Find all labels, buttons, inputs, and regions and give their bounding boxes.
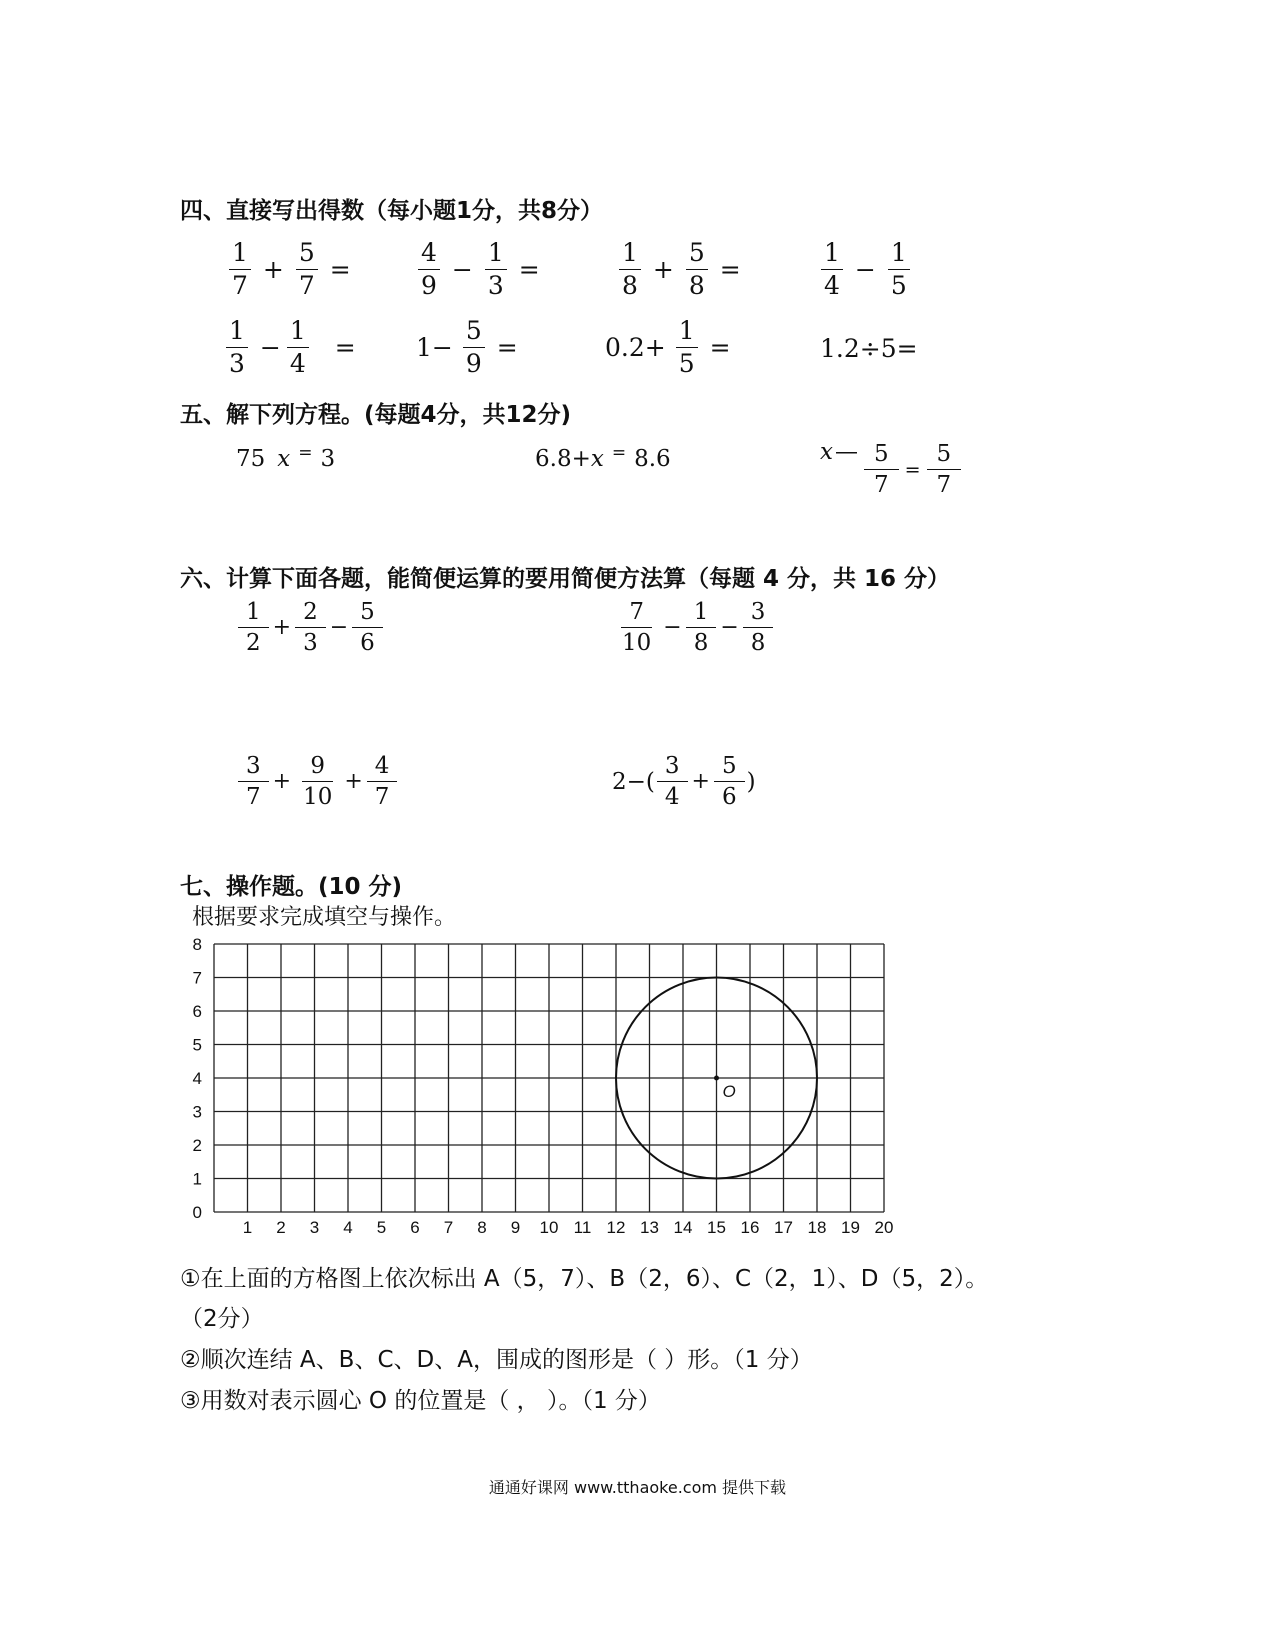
x-tick-label: 5 — [376, 1218, 387, 1237]
fraction — [418, 240, 440, 300]
denominator: 2 — [246, 630, 261, 657]
denominator: 8 — [693, 630, 709, 657]
numerator: 1 — [226, 318, 248, 348]
fraction — [295, 600, 326, 655]
denominator: 8 — [622, 271, 638, 301]
x-tick-label: 15 — [707, 1218, 726, 1237]
numerator: 5 — [296, 240, 318, 270]
x-tick-label: 8 — [477, 1218, 487, 1237]
numerator: 1 — [676, 318, 698, 348]
operator: + — [272, 615, 292, 641]
fraction — [296, 240, 318, 300]
denominator: 4 — [664, 784, 680, 811]
operator: − — [451, 255, 473, 285]
right-hand-side: 3 — [320, 446, 336, 472]
fraction — [743, 600, 774, 655]
equals-sign: = — [709, 333, 731, 363]
numerator: 5 — [864, 442, 899, 470]
x-tick-label: 20 — [874, 1218, 894, 1237]
fraction — [614, 600, 659, 655]
calc-problem-1 — [236, 600, 385, 655]
numerator: 1 — [229, 240, 251, 270]
equals-sign: = — [298, 443, 313, 463]
numerator: 1 — [238, 600, 269, 628]
x-tick-label: 17 — [774, 1218, 793, 1237]
variable: x — [277, 446, 291, 472]
x-tick-label: 16 — [740, 1218, 760, 1237]
numerator: 5 — [927, 442, 962, 470]
denominator: 9 — [421, 271, 437, 301]
denominator: 5 — [890, 271, 907, 301]
y-tick-label: 7 — [192, 968, 202, 988]
operator: − — [259, 333, 281, 363]
denominator: 3 — [303, 630, 318, 657]
oral-problem-3 — [615, 240, 749, 300]
y-tick-label: 0 — [192, 1203, 202, 1222]
fraction — [888, 240, 910, 300]
fraction — [821, 240, 843, 300]
operator: + — [691, 769, 710, 795]
oral-problem-2 — [414, 240, 548, 300]
numerator: 7 — [621, 600, 652, 628]
operator: − — [663, 615, 682, 641]
denominator: 8 — [750, 630, 766, 657]
left-hand-side: 6.8+ — [535, 446, 591, 472]
numerator: 1 — [888, 240, 910, 270]
y-tick-label: 1 — [192, 1169, 202, 1189]
denominator: 5 — [678, 349, 695, 379]
right-hand-side: 8.6 — [634, 446, 671, 472]
operator: — — [834, 438, 858, 465]
x-tick-label: 14 — [673, 1218, 693, 1237]
operator: + — [344, 769, 363, 795]
oral-problem-6 — [416, 318, 526, 378]
task-1: ①在上面的方格图上依次标出 A（5，7）、B（2，6）、C（2，1）、D（5，2）。 — [180, 1266, 989, 1292]
numerator: 3 — [743, 600, 774, 628]
section6-heading: 六、计算下面各题，能简便运算的要用简便方法算（每题 4 分，共 16 分） — [180, 566, 951, 592]
circle-center-label: O — [722, 1082, 736, 1101]
fraction — [287, 318, 309, 378]
x-tick-label: 3 — [309, 1218, 320, 1237]
numerator: 5 — [463, 318, 485, 348]
x-tick-label: 7 — [443, 1218, 454, 1237]
equation-2 — [535, 443, 671, 472]
denominator: 7 — [232, 271, 248, 301]
operator: − — [329, 615, 349, 641]
denominator: 4 — [824, 271, 840, 301]
numerator: 1 — [821, 240, 843, 270]
oral-problem-7 — [605, 318, 739, 378]
x-tick-label: 12 — [606, 1218, 626, 1237]
denominator: 3 — [487, 271, 504, 301]
numerator: 2 — [295, 600, 326, 628]
fraction — [927, 442, 962, 497]
variable: x — [820, 438, 833, 465]
section5-heading: 五、解下列方程。(每题4分，共12分) — [180, 402, 572, 428]
equation-1 — [236, 443, 336, 472]
equation-3 — [820, 438, 965, 499]
y-tick-label: 4 — [192, 1069, 202, 1088]
fraction — [295, 754, 340, 809]
denominator: 10 — [303, 784, 333, 811]
x-tick-label: 4 — [343, 1218, 353, 1237]
y-tick-label: 2 — [192, 1136, 202, 1155]
denominator: 7 — [374, 784, 390, 811]
coordinate-grid — [170, 930, 910, 1250]
fraction — [463, 318, 485, 378]
x-tick-label: 19 — [841, 1218, 860, 1237]
numerator: 4 — [367, 754, 398, 782]
fraction — [676, 318, 698, 378]
fraction — [864, 442, 899, 497]
oral-problem-1 — [225, 240, 359, 300]
equals-sign: = — [496, 333, 518, 363]
denominator: 7 — [246, 784, 261, 811]
operator: − — [854, 255, 876, 285]
x-tick-label: 11 — [573, 1218, 592, 1237]
oral-problem-4 — [817, 240, 914, 300]
task-3: ③用数对表示圆心 O 的位置是（ ， ）。（1 分） — [180, 1388, 661, 1414]
fraction — [485, 240, 507, 300]
fraction — [686, 240, 708, 300]
numerator: 1 — [485, 240, 507, 270]
numerator: 1 — [619, 240, 641, 270]
y-tick-label: 6 — [192, 1002, 202, 1021]
x-tick-label: 18 — [807, 1218, 827, 1237]
fraction — [686, 600, 717, 655]
operator: − — [720, 615, 739, 641]
expression-prefix: 2−( — [612, 768, 655, 795]
denominator: 6 — [360, 630, 375, 657]
coefficient: 75 — [236, 446, 266, 472]
x-tick-label: 1 — [242, 1218, 253, 1237]
task-2: ②顺次连结 A、B、C、D、A，围成的图形是（ ）形。（1 分） — [180, 1347, 813, 1373]
fraction — [238, 600, 269, 655]
fraction — [619, 240, 641, 300]
calc-problem-2 — [612, 600, 775, 655]
fraction — [657, 754, 688, 809]
x-tick-label: 9 — [510, 1218, 521, 1237]
section7-heading: 七、操作题。(10 分) — [180, 874, 403, 900]
numerator: 5 — [352, 600, 383, 628]
y-tick-label: 5 — [192, 1035, 202, 1055]
denominator: 7 — [936, 472, 952, 499]
number-prefix: 0.2+ — [605, 333, 666, 363]
denominator: 7 — [873, 472, 889, 499]
numerator: 1 — [686, 600, 717, 628]
oral-problem-5 — [222, 318, 364, 378]
expression-text: 1.2÷5= — [820, 334, 918, 363]
denominator: 3 — [229, 349, 245, 379]
denominator: 7 — [298, 271, 315, 301]
denominator: 9 — [465, 349, 482, 379]
equals-sign: = — [334, 333, 356, 363]
x-tick-label: 6 — [410, 1218, 420, 1237]
fraction — [714, 754, 745, 809]
equals-sign: = — [518, 255, 540, 285]
fraction — [352, 600, 383, 655]
equals-sign: = — [329, 255, 351, 285]
fraction — [226, 318, 248, 378]
oral-problem-8 — [820, 334, 918, 363]
task-1-score: （2分） — [180, 1306, 264, 1332]
calc-problem-4 — [612, 754, 756, 809]
numerator: 5 — [686, 240, 708, 270]
x-tick-label: 2 — [276, 1218, 286, 1237]
numerator: 4 — [418, 240, 440, 270]
denominator: 10 — [622, 630, 652, 657]
numerator: 3 — [657, 754, 688, 782]
equals-sign: = — [719, 255, 741, 285]
numerator: 5 — [714, 754, 745, 782]
fraction — [367, 754, 398, 809]
variable: x — [590, 446, 604, 472]
section4-heading: 四、直接写出得数（每小题1分，共8分） — [180, 198, 604, 224]
equals-sign: = — [611, 443, 627, 463]
circle-center-dot — [714, 1076, 719, 1081]
operator: + — [652, 255, 674, 285]
operator: + — [262, 255, 284, 285]
fraction — [238, 754, 269, 809]
footer: 通通好课网 www.tthaoke.com 提供下载 — [488, 1478, 787, 1497]
numerator: 9 — [302, 754, 333, 782]
y-tick-label: 8 — [192, 935, 202, 954]
denominator: 6 — [721, 784, 737, 811]
numerator: 1 — [287, 318, 309, 348]
section7-instruction: 根据要求完成填空与操作。 — [192, 905, 457, 930]
calc-problem-3 — [236, 754, 399, 809]
denominator: 8 — [688, 271, 705, 301]
number-prefix: 1− — [416, 333, 453, 363]
numerator: 3 — [238, 754, 269, 782]
equals-sign: = — [904, 458, 921, 481]
y-tick-label: 3 — [192, 1102, 202, 1122]
denominator: 4 — [289, 349, 306, 379]
fraction — [229, 240, 251, 300]
operator: + — [272, 769, 292, 795]
expression-suffix: ) — [746, 768, 756, 795]
x-tick-label: 13 — [640, 1218, 659, 1237]
x-tick-label: 10 — [539, 1218, 559, 1237]
